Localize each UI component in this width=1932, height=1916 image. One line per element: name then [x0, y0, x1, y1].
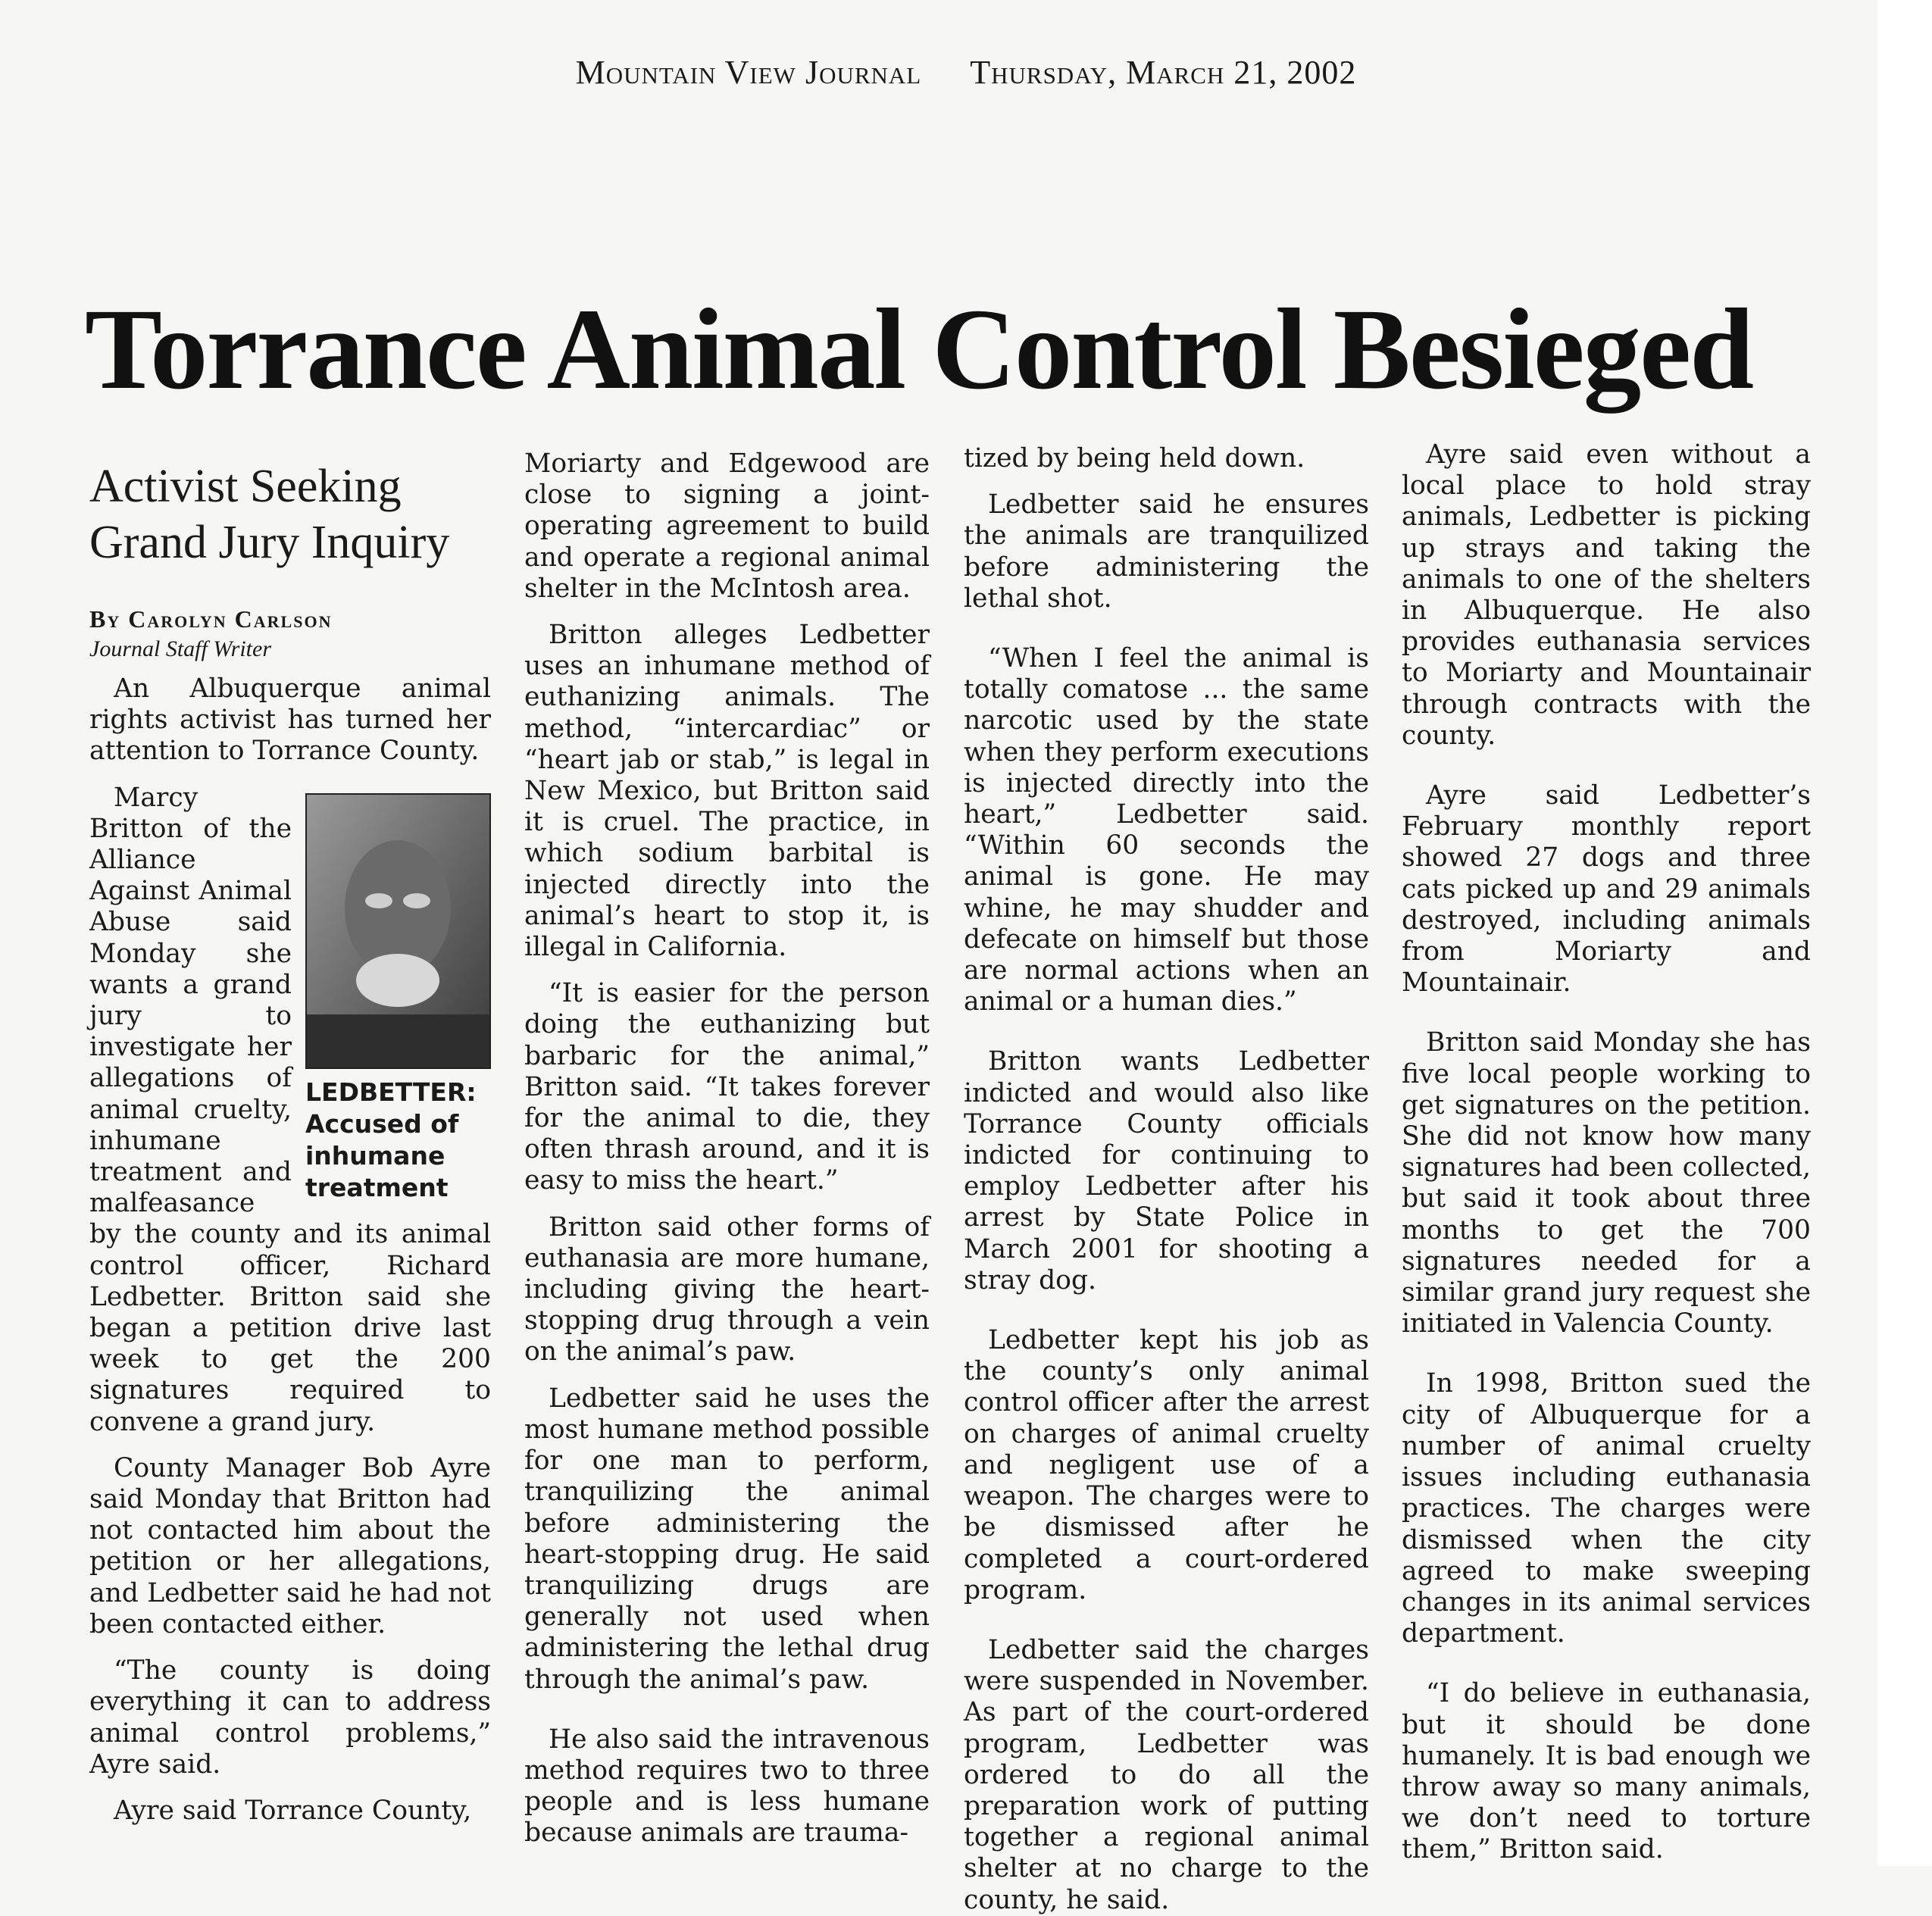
issue-date: Thursday, March 21, 2002 — [970, 54, 1357, 91]
paragraph: Ayre said Torrance County, — [114, 1795, 472, 1826]
subhead-line-1: Activist Seeking — [89, 461, 402, 512]
byline-author: By Carolyn Carlson — [89, 605, 333, 633]
paragraph: Britton alleges Ledbetter uses an inhumane method of euthanizing animals. The method, “intercardiac” or “heart jab or stab,” is legal in New Mexico, but Britton said it is cruel. The practice, in which sodium barbital is injected directly into the animal’s heart to stop it, is illegal in California. — [524, 620, 930, 963]
paragraph: Ledbetter said he ensures the animals are tranquilized before administering the lethal shot. — [964, 489, 1369, 614]
paragraph: An Albuquerque animal rights activist has turned her attention to Torrance County. — [89, 674, 491, 767]
paragraph: “It is easier for the person doing the euthanizing but barbaric for the animal,” Britton said. “It takes forever for the animal to die, they often thrash around, and it is easy to miss the heart.” — [524, 978, 930, 1196]
paragraph: Moriarty and Edgewood are close to signing a joint-operating agreement to build and operate a regional animal shelter in the McIntosh area. — [524, 449, 930, 604]
photo-caption — [305, 1077, 491, 1204]
article-column-3 — [964, 443, 1369, 1915]
paragraph: Marcy Britton of the Alliance Against Animal Abuse said Monday she wants a grand jury to investigate her allegations of animal cruelty, inhumane treatment and malfeasance by the county and its animal control officer, Richard Ledbetter. Britton said she began a petition drive last week to get the 200 signatures required to convene a grand jury. — [89, 782, 491, 1437]
caption-name: LEDBETTER: — [305, 1077, 477, 1107]
paragraph: Ayre said even without a local place to hold stray animals, Ledbetter is picking up strays and taking the animals to one of the shelters in Albuquerque. He also provides euthanasia services to Moriarty and Mountainair through contracts with the county. — [1402, 439, 1811, 751]
paragraph: Ledbetter kept his job as the county’s only animal control officer after the arrest on charges of animal cruelty and negligent use of a weapon. The charges were to be dismissed after he completed a court-ordered program. — [964, 1325, 1369, 1605]
paragraph: He also said the intravenous method requires two to three people and is less humane because animals are trauma- — [524, 1724, 930, 1849]
paragraph: tized by being held down. — [964, 443, 1305, 474]
article-subhead — [89, 458, 491, 570]
newspaper-name: Mountain View Journal — [575, 54, 922, 91]
subhead-line-2: Grand Jury Inquiry — [89, 517, 450, 568]
masthead — [0, 53, 1932, 92]
paragraph: Britton said Monday she has five local people working to get signatures on the petition. She did not know how many signatures had been collected, but said it took about three months to get the 700 signatures needed for a similar grand jury request she initiated in Valencia County. — [1402, 1027, 1811, 1339]
byline-role: Journal Staff Writer — [89, 636, 271, 661]
portrait-photo — [305, 793, 491, 1069]
article-column-4 — [1402, 439, 1811, 1865]
page-edge-margin — [1877, 0, 1932, 1866]
photo-figure — [305, 793, 491, 1204]
article-column-2 — [524, 449, 930, 1849]
paragraph: “When I feel the animal is totally comatose ... the same narcotic used by the state when they perform executions is injected directly into the heart,” Ledbetter said. “Within 60 seconds the animal is gone. He may whine, he may shudder and defecate on himself but those are normal actions when an animal or a human dies.” — [964, 643, 1369, 1017]
article-headline: Torrance Animal Control Besieged — [85, 286, 1753, 414]
paragraph: Britton wants Ledbetter indicted and would also like Torrance County officials indicted for continuing to employ Ledbetter after his arrest by State Police in March 2001 for shooting a stray dog. — [964, 1046, 1369, 1296]
caption-text: Accused of inhumane treatment — [305, 1108, 459, 1202]
paragraph: Ayre said Ledbetter’s February monthly report showed 27 dogs and three cats picked up and 29 animals destroyed, including animals from Moriarty and Mountainair. — [1402, 780, 1811, 999]
paragraph: Ledbetter said the charges were suspended in November. As part of the court-ordered program, Ledbetter was ordered to do all the preparation work of putting together a regional animal shelter at no charge to the county, he said. — [964, 1634, 1369, 1915]
paragraph: In 1998, Britton sued the city of Albuquerque for a number of animal cruelty issues including euthanasia practices. The charges were dismissed when the city agreed to make sweeping changes in its animal services department. — [1402, 1368, 1811, 1649]
article-column-1 — [89, 443, 491, 1830]
paragraph: “I do believe in euthanasia, but it should be done humanely. It is bad enough we throw away so many animals, we don’t need to torture them,” Britton said. — [1402, 1678, 1811, 1865]
paragraph: County Manager Bob Ayre said Monday that Britton had not contacted him about the petition or her allegations, and Ledbetter said he had not been contacted either. — [89, 1452, 491, 1639]
paragraph: Britton said other forms of euthanasia are more humane, including giving the heart-stopping drug through a vein on the animal’s paw. — [524, 1211, 930, 1367]
paragraph: “The county is doing everything it can to address animal control problems,” Ayre said. — [89, 1655, 491, 1780]
paragraph: Ledbetter said he uses the most humane method possible for one man to perform, tranquilizing the animal before administering the heart-stopping drug. He said tranquilizing drugs are generally not used when administering the lethal drug through the animal’s paw. — [524, 1383, 930, 1695]
